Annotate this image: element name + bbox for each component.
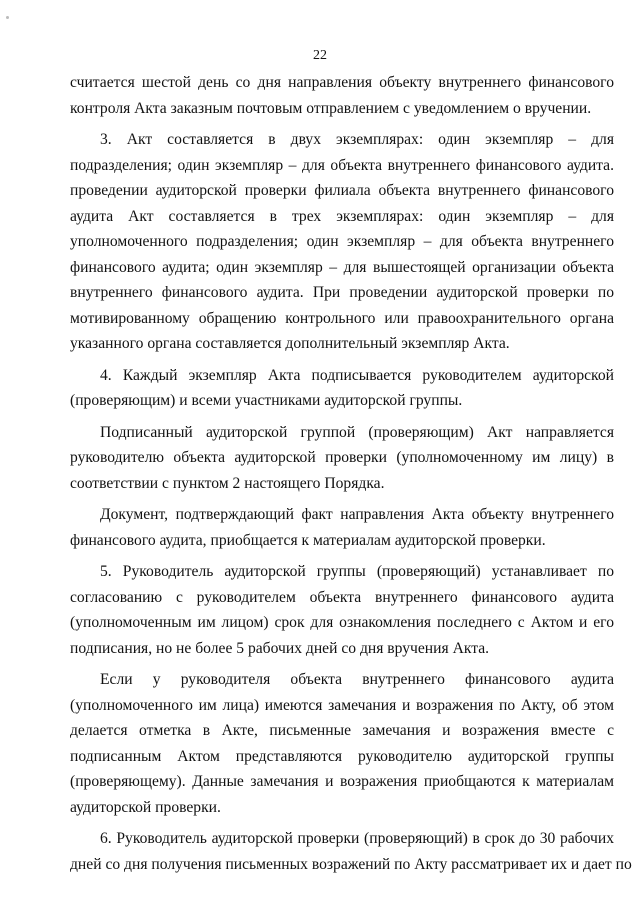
paragraph-item-4 [70,363,614,414]
text-line: руководителю объекта аудиторской проверки (уполномоченному им лицу) в [70,449,614,466]
text-line: 5. Руководитель аудиторской группы (проверяющий) устанавливает по [100,563,614,580]
text-line: подписания, но не более 5 рабочих дней со дня вручения Акта. [70,639,490,657]
text-line: Документ, подтверждающий факт направления Акта объекту внутреннего [100,506,614,523]
text-line: соответствии с пунктом 2 настоящего Порядка. [70,474,385,492]
paragraph-item-5 [70,559,614,661]
paragraph-continuation [70,70,614,121]
scan-speck [6,16,9,19]
text-line: (проверяющему). Данные замечания и возражения приобщаются к материалам [70,773,614,790]
text-line: подразделения; один экземпляр – для объекта внутреннего финансового аудита. [70,156,614,174]
paragraph-signed-act [70,420,614,497]
page-number: 22 [313,48,327,63]
text-line: 3. Акт составляется в двух экземплярах: один экземпляр – для [100,131,614,148]
paragraph-confirming-document [70,502,614,553]
text-line: подписанным Актом представляются руководителю аудиторской группы [70,747,614,765]
body-text [70,70,632,883]
text-line: Если у руководителя объекта внутреннего финансового аудита [100,671,614,688]
text-line: мотивированному обращению контрольного или правоохранительного органа [70,309,614,327]
text-line: дней со дня получения письменных возражений по Акту рассматривает их и дает по [70,855,632,873]
text-line: уполномоченного подразделения; один экземпляр – для объекта внутреннего [70,233,614,250]
paragraph-item-3 [70,127,614,357]
text-line: (проверяющим) и всеми участниками аудиторской группы. [70,392,463,409]
text-line: финансового аудита, приобщается к материалам аудиторской проверки. [70,531,546,549]
text-line: Подписанный аудиторской группой (проверяющим) Акт направляется [100,423,614,441]
text-line: аудита Акт составляется в трех экземплярах: один экземпляр – для [70,207,614,225]
text-line: считается шестой день со дня направления объекту внутреннего финансового [70,74,614,91]
text-line: 4. Каждый экземпляр Акта подписывается руководителем аудиторской [100,366,614,384]
paragraph-item-6 [70,826,632,877]
text-line: указанного органа составляется дополнительный экземпляр Акта. [70,335,510,352]
text-line: аудиторской проверки. [70,798,221,816]
text-line: делается отметка в Акте, письменные замечания и возражения вместе с [70,722,614,739]
text-line: финансового аудита; один экземпляр – для вышестоящей организации объекта [70,258,614,276]
text-line: проведении аудиторской проверки филиала объекта внутреннего финансового [70,182,614,199]
text-line: согласованию с руководителем объекта внутреннего финансового аудита [70,588,614,606]
paragraph-objections [70,667,614,820]
text-line: (уполномоченным им лицом) срок для ознакомления последнего с Актом и его [70,614,614,631]
text-line: (уполномоченного им лица) имеются замечания и возражения по Акту, об этом [70,696,614,714]
text-line: контроля Акта заказным почтовым отправлением с уведомлением о вручении. [70,99,592,117]
text-line: 6. Руководитель аудиторской проверки (проверяющий) в срок до 30 рабочих [100,830,614,847]
text-line: внутреннего финансового аудита. При проведении аудиторской проверки по [70,284,614,301]
